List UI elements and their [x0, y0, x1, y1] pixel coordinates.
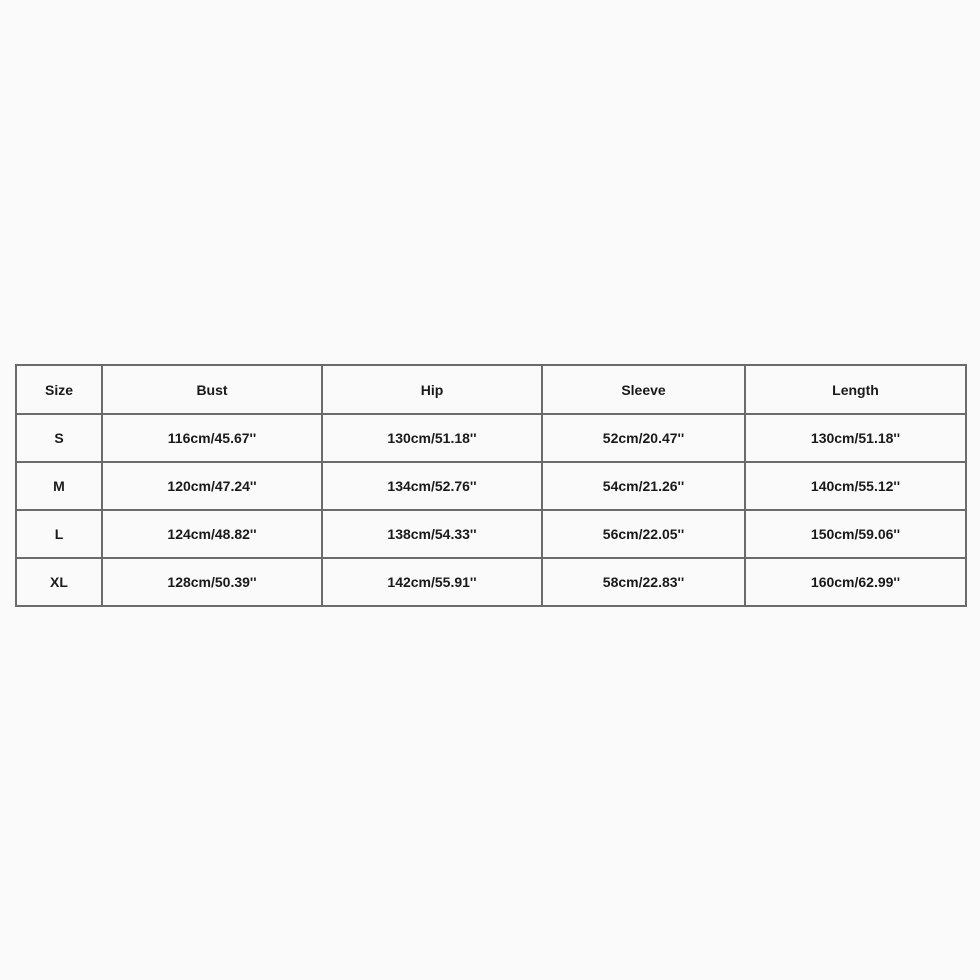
cell-sleeve: 58cm/22.83'': [542, 558, 745, 606]
cell-bust: 124cm/48.82'': [102, 510, 322, 558]
table-header-row: [16, 365, 966, 414]
cell-hip: 134cm/52.76'': [322, 462, 542, 510]
cell-bust: 128cm/50.39'': [102, 558, 322, 606]
cell-bust: 116cm/45.67'': [102, 414, 322, 462]
header-bust: Bust: [102, 365, 322, 414]
header-sleeve: Sleeve: [542, 365, 745, 414]
cell-size: L: [16, 510, 102, 558]
cell-sleeve: 54cm/21.26'': [542, 462, 745, 510]
cell-sleeve: 52cm/20.47'': [542, 414, 745, 462]
cell-sleeve: 56cm/22.05'': [542, 510, 745, 558]
cell-hip: 138cm/54.33'': [322, 510, 542, 558]
cell-length: 150cm/59.06'': [745, 510, 966, 558]
cell-size: S: [16, 414, 102, 462]
table-row: [16, 414, 966, 462]
cell-hip: 142cm/55.91'': [322, 558, 542, 606]
header-hip: Hip: [322, 365, 542, 414]
table-row: [16, 510, 966, 558]
header-size: Size: [16, 365, 102, 414]
cell-length: 160cm/62.99'': [745, 558, 966, 606]
cell-length: 130cm/51.18'': [745, 414, 966, 462]
size-chart-table: [15, 364, 967, 607]
cell-bust: 120cm/47.24'': [102, 462, 322, 510]
table-row: [16, 462, 966, 510]
table-row: [16, 558, 966, 606]
cell-size: M: [16, 462, 102, 510]
cell-size: XL: [16, 558, 102, 606]
cell-hip: 130cm/51.18'': [322, 414, 542, 462]
header-length: Length: [745, 365, 966, 414]
cell-length: 140cm/55.12'': [745, 462, 966, 510]
